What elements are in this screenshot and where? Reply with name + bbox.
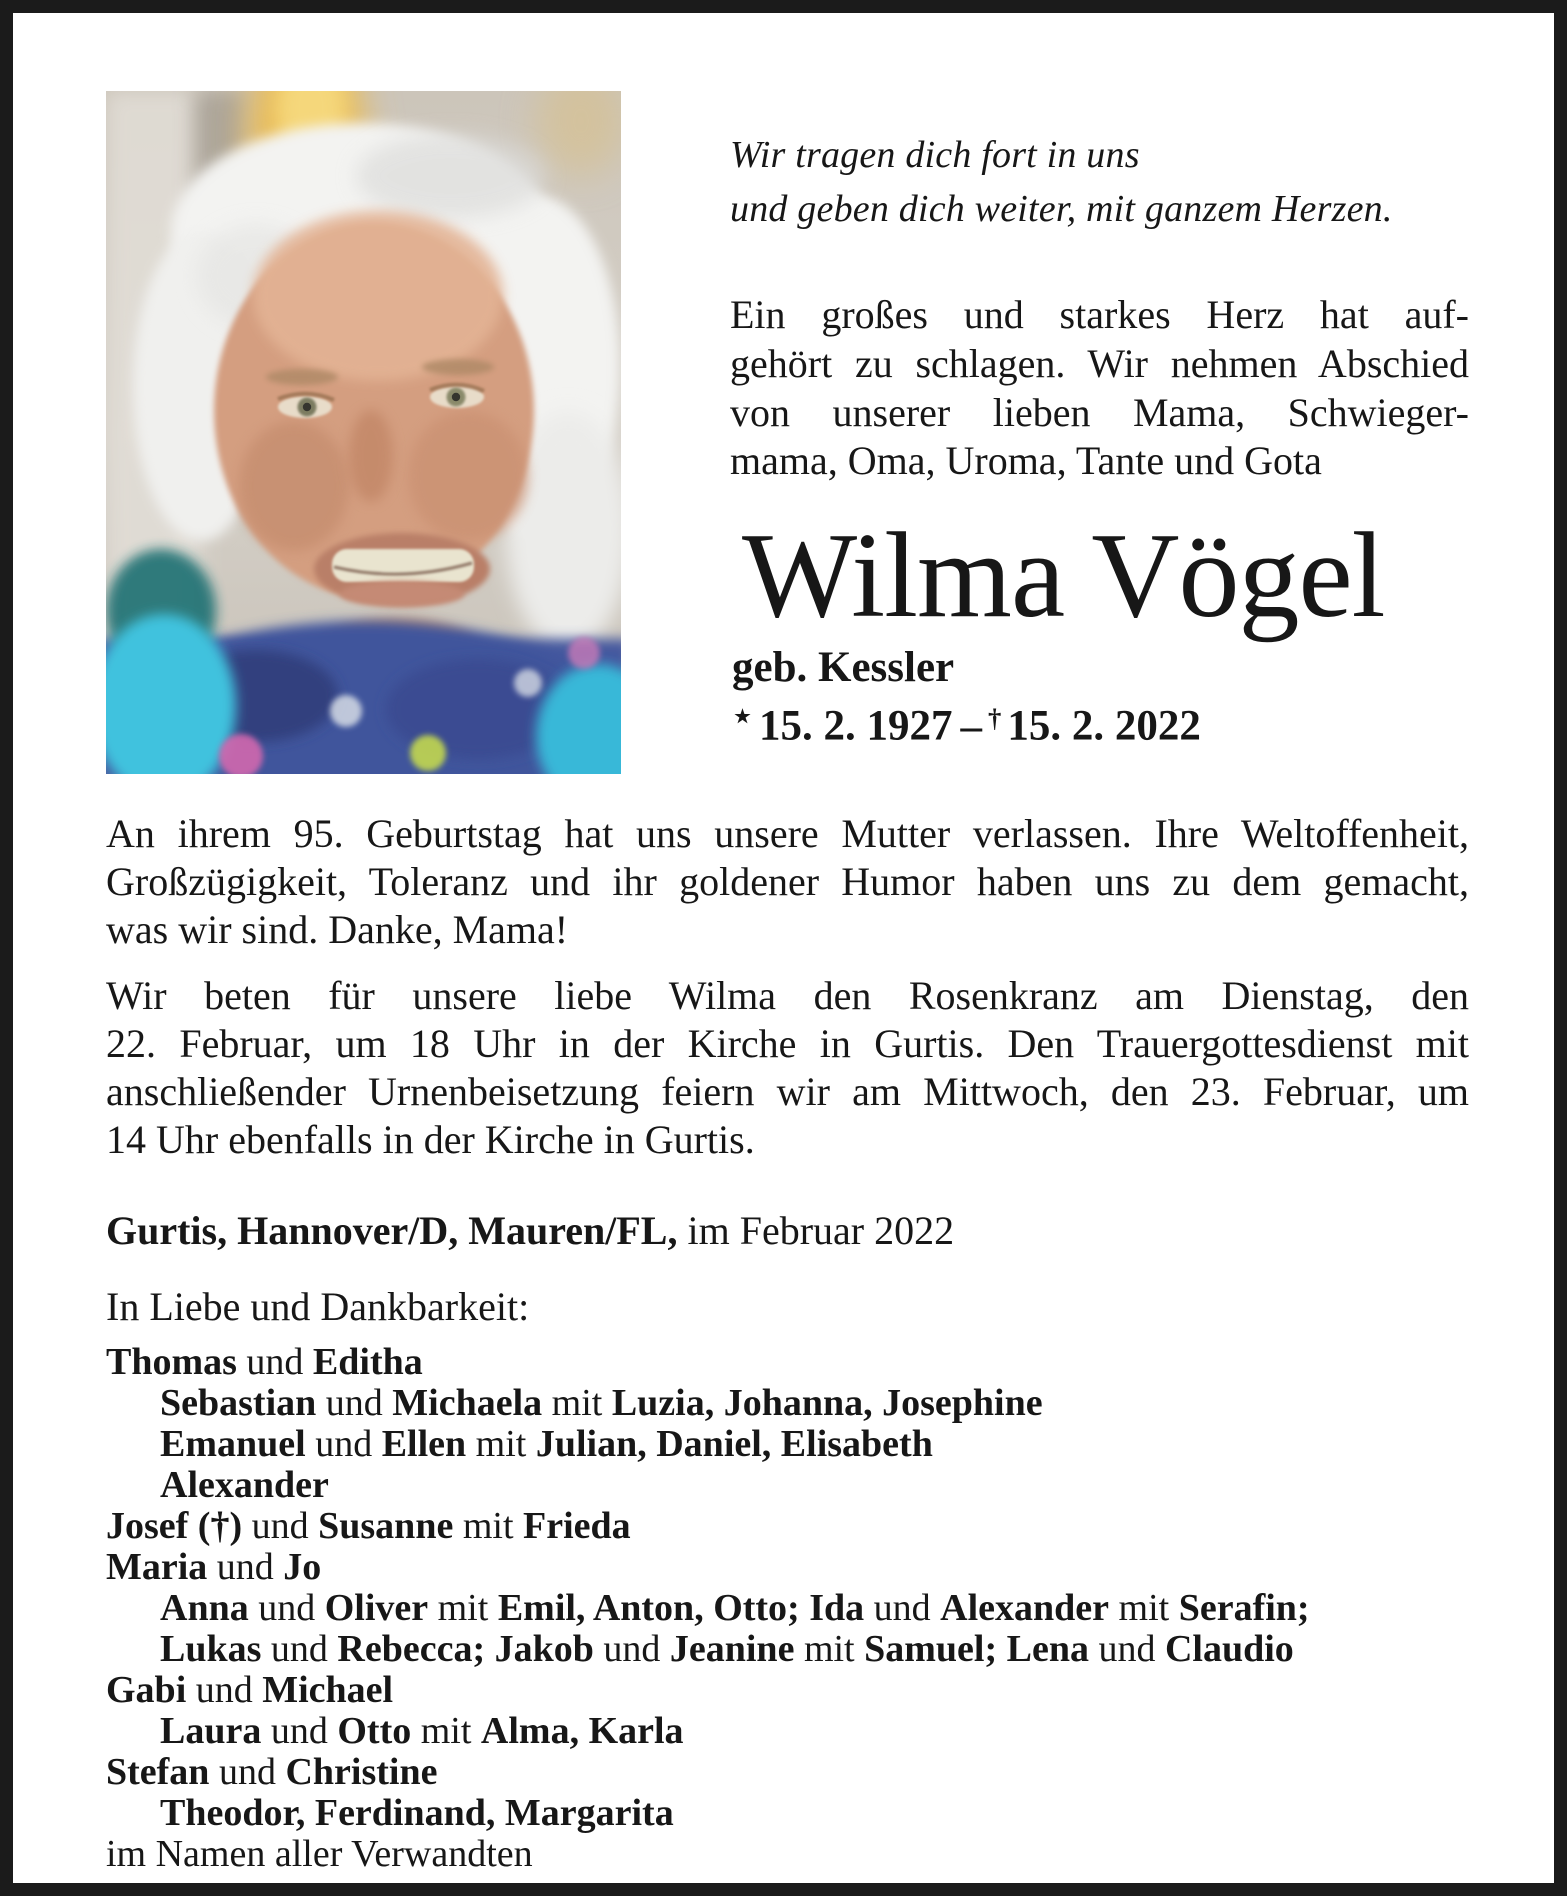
family-line	[106, 1342, 1469, 1383]
family-name: Laura	[160, 1710, 262, 1752]
text-line: An ihrem 95. Geburtstag hat uns unsere Mutter verlassen. Ihre Weltoffenheit,	[106, 811, 1469, 856]
dateline	[106, 1208, 1469, 1254]
top-section	[106, 91, 1469, 774]
intro-paragraph	[730, 291, 1469, 486]
family-connector: und	[242, 1505, 319, 1547]
dateline-places: Gurtis, Hannover/D, Mauren/FL,	[106, 1208, 678, 1253]
family-connector: mit	[542, 1382, 612, 1424]
family-connector: und	[248, 1587, 325, 1629]
family-line	[106, 1424, 1469, 1465]
portrait-photo-illustration	[106, 91, 621, 774]
family-connector: und	[236, 1341, 313, 1383]
family-name: Samuel; Lena	[864, 1628, 1089, 1670]
family-name: Lukas	[160, 1628, 262, 1670]
family-name: Maria	[106, 1546, 208, 1588]
family-line	[106, 1711, 1469, 1752]
quote-line-1: Wir tragen dich fort in uns	[730, 134, 1140, 176]
memorial-quote	[730, 129, 1469, 237]
family-connector: und	[316, 1382, 393, 1424]
text-line: Wir beten für unsere liebe Wilma den Rosenkranz am Dienstag, den	[106, 973, 1469, 1018]
family-connector: und	[864, 1587, 941, 1629]
family-connector: und	[1088, 1628, 1165, 1670]
birth-star-icon: ⋆	[732, 698, 753, 736]
family-name: Rebecca; Jakob	[337, 1628, 594, 1670]
family-name: Luzia, Johanna, Josephine	[611, 1382, 1043, 1424]
portrait-photo	[106, 91, 621, 774]
family-name: Serafin;	[1178, 1587, 1310, 1629]
text-line: anschließender Urnenbeisetzung feiern wir am Mittwoch, den 23. Februar, um	[106, 1069, 1469, 1114]
family-line	[106, 1547, 1469, 1588]
text-line: Großzügigkeit, Toleranz und ihr goldener Humor haben uns zu dem gemacht,	[106, 859, 1469, 904]
maiden-name: geb. Kessler	[732, 643, 955, 691]
service-paragraph	[106, 972, 1469, 1164]
family-line	[106, 1752, 1469, 1793]
family-connector: mit	[428, 1587, 498, 1629]
family-name: Ellen	[381, 1423, 467, 1465]
family-name: Alexander	[940, 1587, 1110, 1629]
family-name: Emil, Anton, Otto; Ida	[497, 1587, 865, 1629]
family-name: Claudio	[1164, 1628, 1294, 1670]
family-name: Josef (†)	[106, 1505, 243, 1547]
family-line	[106, 1629, 1469, 1670]
family-name: Emanuel	[160, 1423, 306, 1465]
birth-date: 15. 2. 1927	[759, 702, 953, 750]
text-line: 22. Februar, um 18 Uhr in der Kirche in Gurtis. Den Trauergottesdienst mit	[106, 1021, 1469, 1066]
right-column	[730, 91, 1469, 750]
signoff: im Namen aller Verwandten	[106, 1833, 533, 1875]
text-line: gehört zu schlagen. Wir nehmen Abschied	[730, 340, 1469, 386]
dates-separator: –	[960, 702, 982, 750]
tribute-paragraph	[106, 810, 1469, 954]
family-line	[106, 1588, 1469, 1629]
text-line: Ein großes und starkes Herz hat auf-	[730, 291, 1469, 337]
family-name: Sebastian	[160, 1382, 317, 1424]
family-name: Jo	[283, 1546, 322, 1588]
family-connector: mit	[453, 1505, 524, 1547]
family-name: Stefan	[106, 1751, 210, 1793]
death-date: 15. 2. 2022	[1007, 702, 1201, 750]
family-line	[106, 1465, 1469, 1506]
family-name: Otto	[337, 1710, 412, 1752]
text-line: von unserer lieben Mama, Schwieger-	[730, 389, 1469, 435]
family-list	[106, 1342, 1469, 1834]
family-name: Frieda	[523, 1505, 631, 1547]
family-connector: und	[261, 1710, 338, 1752]
family-name: Julian, Daniel, Elisabeth	[535, 1423, 933, 1465]
family-line	[106, 1670, 1469, 1711]
dateline-date: im Februar 2022	[687, 1208, 955, 1253]
family-name: Gabi	[106, 1669, 187, 1711]
family-name: Editha	[312, 1341, 423, 1383]
text-line: 14 Uhr ebenfalls in der Kirche in Gurtis.	[106, 1117, 755, 1162]
family-name: Anna	[160, 1587, 249, 1629]
family-name: Theodor, Ferdinand, Margarita	[160, 1792, 674, 1834]
family-line	[106, 1506, 1469, 1547]
family-name: Alexander	[160, 1464, 329, 1506]
family-name: Oliver	[324, 1587, 429, 1629]
family-connector: mit	[411, 1710, 481, 1752]
obituary-content	[13, 13, 1554, 1875]
quote-line-2: und geben dich weiter, mit ganzem Herzen.	[730, 187, 1393, 230]
family-connector: und	[593, 1628, 670, 1670]
family-connector: mit	[466, 1423, 536, 1465]
family-name: Michaela	[392, 1382, 543, 1424]
family-name: Michael	[262, 1669, 394, 1711]
family-connector: und	[305, 1423, 382, 1465]
family-connector: und	[186, 1669, 263, 1711]
deceased-name: Wilma Vögel	[742, 508, 1385, 644]
salutation: In Liebe und Dankbarkeit:	[106, 1284, 530, 1329]
family-name: Alma, Karla	[480, 1710, 684, 1752]
family-name: Jeanine	[669, 1628, 795, 1670]
family-connector: mit	[1109, 1587, 1179, 1629]
family-connector: und	[209, 1751, 286, 1793]
family-name: Thomas	[106, 1341, 237, 1383]
text-line: mama, Oma, Uroma, Tante und Gota	[730, 438, 1322, 484]
family-name: Christine	[285, 1751, 438, 1793]
family-name: Susanne	[318, 1505, 454, 1547]
family-connector: mit	[794, 1628, 865, 1670]
death-cross-icon: †	[988, 702, 1002, 733]
life-dates	[732, 699, 1469, 750]
text-line: was wir sind. Danke, Mama!	[106, 907, 569, 952]
family-line	[106, 1793, 1469, 1834]
family-line	[106, 1383, 1469, 1424]
family-connector: und	[261, 1628, 338, 1670]
family-connector: und	[207, 1546, 284, 1588]
